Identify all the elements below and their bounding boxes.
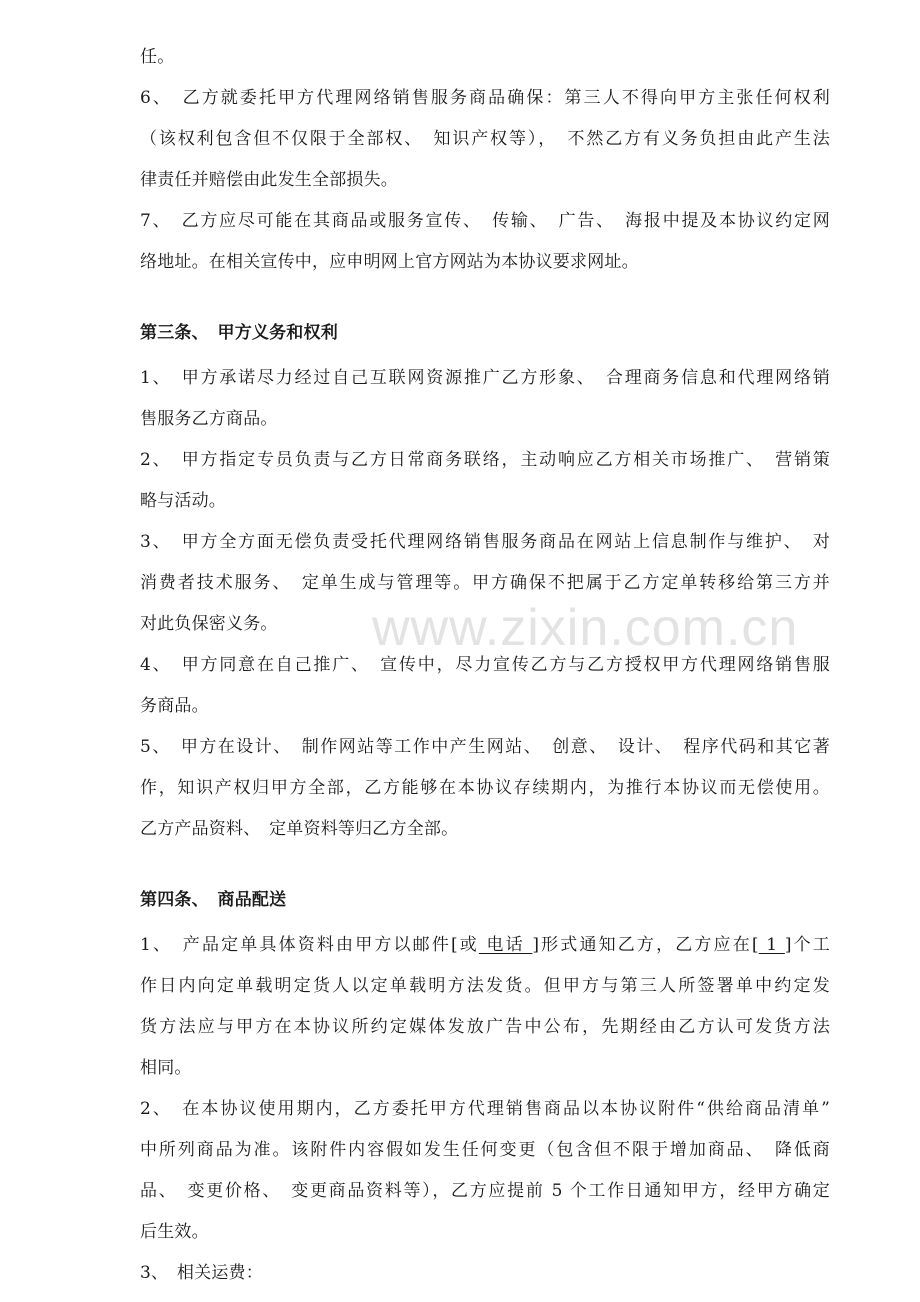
section4-item1-text-c: ]个工 bbox=[784, 935, 830, 955]
section3-item4-line2: 务商品。 bbox=[140, 696, 209, 716]
section4-item1-text-a: 1、 产品定单具体资料由甲方以邮件[或 bbox=[140, 935, 479, 955]
section3-item3-line3: 对此负保密义务。 bbox=[140, 614, 278, 634]
section3-item2-line1: 2、 甲方指定专员负责与乙方日常商务联络，主动响应乙方相关市场推广、 营销策 bbox=[140, 450, 830, 470]
section3-item5-line2: 作，知识产权归甲方全部，乙方能够在本协议存续期内，为推行本协议而无偿使用。 bbox=[140, 778, 830, 798]
section4-item1-line3: 货方法应与甲方在本协议所约定媒体发放广告中公布，先期经由乙方认可发货方法 bbox=[140, 1017, 830, 1037]
section3-item3-line2: 消费者技术服务、 定单生成与管理等。甲方确保不把属于乙方定单转移给第三方并 bbox=[140, 573, 830, 593]
section3-item1-line2: 售服务乙方商品。 bbox=[140, 409, 278, 429]
section3-item3-line1: 3、 甲方全方面无偿负责受托代理网络销售服务商品在网站上信息制作与维护、 对 bbox=[140, 532, 830, 552]
watermark: www.zixin.com.cn bbox=[372, 599, 799, 657]
section4-item1-text-b: ]形式通知乙方，乙方应在[ bbox=[532, 935, 759, 955]
section4-item1-line1 bbox=[140, 933, 830, 957]
section4-item2-line3: 品、 变更价格、 变更商品资料等），乙方应提前 5 个工作日通知甲方，经甲方确定 bbox=[140, 1181, 830, 1201]
section2-item6-line3: 律责任并赔偿由此发生全部损失。 bbox=[140, 170, 398, 190]
section2-item7-line2: 络地址。在相关宣传中，应申明网上官方网站为本协议要求网址。 bbox=[140, 252, 639, 272]
section2-item5-tail: 任。 bbox=[140, 47, 175, 67]
section2-item6-line1: 6、 乙方就委托甲方代理网络销售服务商品确保：第三人不得向甲方主张任何权利 bbox=[140, 88, 830, 108]
section4-item1-line2: 作日内向定单载明定货人以定单载明方法发货。但甲方与第三人所签署单中约定发 bbox=[140, 976, 830, 996]
section4-item2-line1: 2、 在本协议使用期内，乙方委托甲方代理销售商品以本协议附件“供给商品清单” bbox=[140, 1099, 830, 1119]
section4-item1-line4: 相同。 bbox=[140, 1058, 192, 1078]
section4-item3-line1: 3、 相关运费： bbox=[140, 1263, 263, 1283]
section3-item5-line3: 乙方产品资料、 定单资料等归乙方全部。 bbox=[140, 819, 459, 839]
section2-item7-line1: 7、 乙方应尽可能在其商品或服务宣传、 传输、 广告、 海报中提及本协议约定网 bbox=[140, 211, 830, 231]
shipping-days-blank: 1 bbox=[758, 935, 785, 955]
section3-item4-line1: 4、 甲方同意在自己推广、 宣传中，尽力宣传乙方与乙方授权甲方代理网络销售服 bbox=[140, 655, 830, 675]
section3-item1-line1: 1、 甲方承诺尽力经过自己互联网资源推广乙方形象、 合理商务信息和代理网络销 bbox=[140, 368, 830, 388]
section4-item2-line4: 后生效。 bbox=[140, 1222, 209, 1242]
section3-heading: 第三条、 甲方义务和权利 bbox=[140, 323, 338, 343]
section4-heading: 第四条、 商品配送 bbox=[140, 890, 287, 910]
section3-item5-line1: 5、 甲方在设计、 制作网站等工作中产生网站、 创意、 设计、 程序代码和其它著 bbox=[140, 737, 830, 757]
section3-item2-line2: 略与活动。 bbox=[140, 491, 226, 511]
section4-item2-line2: 中所列商品为准。该附件内容假如发生任何变更（包含但不限于增加商品、 降低商 bbox=[140, 1140, 830, 1160]
notification-method-blank: 电话 bbox=[478, 935, 533, 955]
section2-item6-line2: （该权利包含但不仅限于全部权、 知识产权等）， 不然乙方有义务负担由此产生法 bbox=[140, 129, 830, 149]
